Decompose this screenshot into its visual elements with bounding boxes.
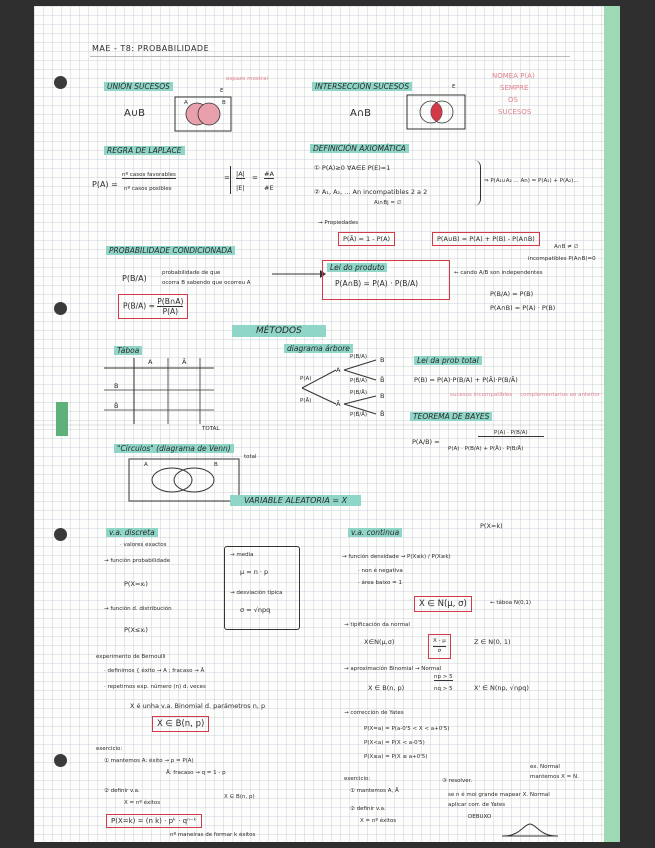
union-note: espazo mostral xyxy=(226,76,269,82)
bernoulli-def-1: · definimos { éxito → A ; fracaso → Ā xyxy=(104,668,205,674)
table-row-b: B xyxy=(114,382,119,390)
union-set-e: E xyxy=(220,88,224,94)
tree-leaf-not-b1: B̄ xyxy=(380,376,385,384)
yates-2: P(X<a) = P(X < a-0'5) xyxy=(364,740,425,746)
laplace-heading: REGRA DE LAPLACE xyxy=(104,146,185,155)
axiom-2b: Ai∩Bj = ∅ xyxy=(374,200,402,206)
tree-leaf-not-b2: B̄ xyxy=(380,410,385,418)
standardization-fraction xyxy=(428,634,451,659)
tree-p-not-b-given-a: P(B̄/A) xyxy=(350,378,367,384)
table-total: TOTAL xyxy=(202,426,220,432)
independent-result-1: P(B/A) = P(B) xyxy=(490,290,534,298)
binder-hole-1 xyxy=(54,76,67,89)
conditional-p: P(B/A) xyxy=(122,274,147,283)
conditional-desc-2: ocorra B sabendo que ocorreu A xyxy=(162,280,251,286)
venn-method-label: "Círculos" (diagrama de Venn) xyxy=(114,444,234,453)
standardization-frac-num: X - μ xyxy=(433,637,446,647)
approximation-condition-1: np > 5 xyxy=(434,674,453,680)
continuous-density-2: · área baixo = 1 xyxy=(358,580,402,586)
tree-p-a: P(A) xyxy=(300,376,312,382)
conditional-formula-lhs: P(B/A) xyxy=(123,301,147,311)
discrete-mean-formula: μ = n · p xyxy=(240,568,269,576)
intersection-heading: INTERSECCIÓN SUCESOS xyxy=(312,82,412,91)
continuous-tag: P(X=k) xyxy=(480,522,503,530)
normal-example-1: ex. Normal xyxy=(530,764,560,770)
property-union: P(A∪B) = P(A) + P(B) - P(A∩B) xyxy=(432,232,540,246)
standardization-frac-den: σ xyxy=(437,648,442,654)
axiom-2: ② A₁, A₂, ... An incompatibles 2 a 2 xyxy=(314,188,428,196)
conditional-desc-1: probabilidade de que xyxy=(162,270,221,276)
total-prob-formula: P(B) = P(A)·P(B/A) + P(Ā)·P(B/Ā) xyxy=(414,376,518,384)
discrete-sd-label: → desviación típica xyxy=(230,590,283,596)
tree-p-not-a: P(Ā) xyxy=(300,398,312,404)
table-col-a: A xyxy=(148,358,153,366)
page-title: MAE - T8: PROBABILIDADE xyxy=(92,44,210,53)
continuous-density: → función densidade → P(X≤k) / P(X≥k) xyxy=(342,554,451,560)
laplace-den: nº casos posibles xyxy=(124,186,172,192)
binder-hole-2 xyxy=(54,302,67,315)
bayes-label: TEOREMA DE BAYES xyxy=(410,412,492,421)
discrete-values: · valores exactos xyxy=(120,542,167,548)
conditional-box-den: P(A) xyxy=(162,307,179,316)
discrete-exercise-2: ② definir v.a. xyxy=(104,788,140,794)
normal-example-2: mantemos X = N. xyxy=(530,774,579,780)
approximation-result: X' ∈ N(np, √npq) xyxy=(474,684,529,692)
union-formula: A∪B xyxy=(124,108,146,119)
venn-method-b: B xyxy=(214,462,218,468)
independent-when: ← cando A/B son independentes xyxy=(454,270,543,276)
binder-hole-3 xyxy=(54,528,67,541)
pink-note-4: SUCESOS xyxy=(498,108,532,116)
discrete-prob-fn-formula: P(X=xᵢ) xyxy=(124,580,148,588)
discrete-exercise-2c: X ∈ B(n, p) xyxy=(224,794,255,800)
continuous-exercise-3d: DEBUXO xyxy=(468,814,492,820)
notebook-page: MAE - T8: PROBABILIDADE UNIÓN SUCESOS A∪B espazo mostral A B E INTERSECCIÓN SUCESOS A∩B E NOMEA P(A) SEMPRE OS SUCESOS REGRA DE LAPLACE P(A) = nº casos favorables nº casos posibles = |A| |E| = #A #E DEFINICIÓN AXIOMÁTICA ① P(A)≥0 ∀A∈E P(E)=1 ② A₁, A₂, ... An incompatibles 2 a 2 Ai∩Bj = ∅ ⇒ P(A₁∪A₂ ... An) = P(A₁) + P(A₂)... → Propiedades P(Ā) = 1 - P(A) P(A∪B) = P(A) + P(B) - P(A∩B) PROBABILIDADE CONDICIONADA P(B/A) probabilidade de que ocorra B sabendo que ocorreu A P(B/A) = $\frac{P(B\cap A)}{P(A)}$ Lei do produto P(A∩B) = P(A) · P(B/A) ← cando A/B son independentes A∩B ≠ ∅ incompatibles P(A∩B)=0 P(B/A) = P(B) P(A∩B) = P(A) · P(B) MÉTODOS Táboa A Ā B B̄ TOTAL diagrama árbore P(A) P(Ā) A Ā P(B/A) P(B̄/A) P(B/Ā) P(B̄/Ā) B B̄ B B̄ Lei da prob total P(B) = P(A)·P(B/A) + P(Ā)·P(B/Ā) sucesos incompatibles complementarios ao anterior TEOREMA DE BAYES P(A/B) = P(A) · P(B/A) P(A) · P(B/A) + P(Ā) · P(B/Ā) "Círculos" (diagrama de Venn) A B total VARIABLE ALEATORIA = X v.a. discreta · valores exactos → función probabilidade P(X=xᵢ) → función d. distribución P(X≤xᵢ) → media μ = n · p → desviación típica σ = √npq experimento de Bernoulli · definimos { éxito → A ; fracaso → Ā · repetimos exp. número (n) d. veces X é unha v.a. Binomial d. parámetros n, p X ∈ B(n, p) exercicio: ① mantemos A: éxito → p = P(A) Ā: fracaso → q = 1 - p ② definir v.a. X = nº éxitos X ∈ B(n, p) P(X=k) = (n k) · pᵏ · qⁿ⁻ᵏ nº maneiras de formar k éxitos v.a. continua P(X=k) → función densidade → P(X≤k) / P(X≥k) · non é negativa · área baixo = 1 X ∈ N(μ, σ) ← táboa N(0,1) → tipificación da normal X∈N(μ,σ) $\frac{X - \mu}{\sigma}$ Z ∈ N(0, 1) → aproximación Binomial → Normal X ∈ B(n, p) np > 5 nq > 5 X' ∈ N(np, √npq) → corrección de Yates P(X=a) = P(a-0'5 < X < a+0'5) P(X<a) = P(X < a-0'5) P(X≤a) = P(X ≤ a+0'5) exercicio: ① mantemos A, Ā ② definir v.a. X = nº éxitos ③ resolver. se n é moi grande mapear X. Normal aplicar corr. de Yates DEBUXO ex. Normal mantemos X = N. xyxy=(34,6,620,842)
continuous-exercise-3c: aplicar corr. de Yates xyxy=(448,802,506,808)
bernoulli-def-2: · repetimos exp. número (n) d. veces xyxy=(104,684,206,690)
yates-3: P(X≤a) = P(X ≤ a+0'5) xyxy=(364,754,428,760)
union-heading: UNIÓN SUCESOS xyxy=(104,82,173,91)
arrow-to-product-law xyxy=(270,268,326,280)
independent-note-1: A∩B ≠ ∅ xyxy=(554,244,579,250)
product-law-formula: P(A∩B) = P(A) · P(B/A) xyxy=(335,279,419,288)
laplace-mid-num: |A| xyxy=(236,170,245,178)
discrete-dist-fn: → función d. distribución xyxy=(104,606,172,612)
discrete-exercise-1b: Ā: fracaso → q = 1 - p xyxy=(166,770,226,776)
pink-note-1: NOMEA P(A) xyxy=(492,72,535,80)
random-var-heading: VARIABLE ALEATORIA = X xyxy=(230,495,361,506)
bayes-num: P(A) · P(B/A) xyxy=(478,430,544,437)
pink-note-3: OS xyxy=(508,96,518,104)
laplace-mid-den: |E| xyxy=(236,184,245,192)
continuous-exercise-3: ③ resolver. xyxy=(442,778,473,784)
binomial-formula-box: P(X=k) = (n k) · pᵏ · qⁿ⁻ᵏ xyxy=(106,814,202,828)
discrete-exercise-1: ① mantemos A: éxito → p = P(A) xyxy=(104,758,194,764)
discrete-prob-fn: → función probabilidade xyxy=(104,558,171,564)
page-tab-marker xyxy=(56,402,68,436)
intersection-venn-diagram xyxy=(406,94,466,130)
normal-curve-sketch xyxy=(500,822,560,840)
independent-note-2: incompatibles P(A∩B)=0 xyxy=(528,256,596,262)
tree-node-a: A xyxy=(336,366,341,374)
normal-box: X ∈ N(μ, σ) xyxy=(414,596,472,612)
moments-box xyxy=(224,546,300,630)
approximation-formula: X ∈ B(n, p) xyxy=(368,684,405,692)
tree-p-not-b-given-not-a: P(B̄/Ā) xyxy=(350,412,367,418)
intersection-formula: A∩B xyxy=(350,108,372,119)
tree-leaf-b2: B xyxy=(380,392,385,400)
methods-heading: MÉTODOS xyxy=(232,325,326,337)
tree-p-b-given-a: P(B/A) xyxy=(350,354,367,360)
approximation-condition-2: nq > 5 xyxy=(434,686,453,692)
conditional-box-num: P(B∩A) xyxy=(157,297,184,306)
total-prob-note-2: complementarios ao anterior xyxy=(520,392,600,398)
venn-method-total: total xyxy=(244,454,257,460)
discrete-mean-label: → media xyxy=(230,552,254,558)
continuous-density-1: · non é negativa xyxy=(358,568,403,574)
discrete-exercise-label: exercicio: xyxy=(96,746,123,752)
standardization-formula: X∈N(μ,σ) xyxy=(364,638,395,646)
continuous-exercise-2b: X = nº éxitos xyxy=(360,818,397,824)
discrete-heading: v.a. discreta xyxy=(106,528,158,537)
binomial-text: X é unha v.a. Binomial d. parámetros n, p xyxy=(130,702,266,710)
normal-table-note: ← táboa N(0,1) xyxy=(490,600,532,606)
axiom-1: ① P(A)≥0 ∀A∈E P(E)=1 xyxy=(314,164,391,172)
discrete-sd-formula: σ = √npq xyxy=(240,606,271,614)
laplace-right-den: #E xyxy=(264,184,274,192)
total-prob-note-1: sucesos incompatibles xyxy=(450,392,513,398)
binomial-box: X ∈ B(n, p) xyxy=(152,716,209,732)
standardization-result: Z ∈ N(0, 1) xyxy=(474,638,511,646)
product-law-label: Lei do produto xyxy=(327,263,387,272)
continuous-exercise-1: ① mantemos A, Ā xyxy=(350,788,399,794)
bernoulli-heading: experimento de Bernoulli xyxy=(96,654,166,660)
pink-note-2: SEMPRE xyxy=(500,84,529,92)
axiomatic-heading: DEFINICIÓN AXIOMÁTICA xyxy=(310,144,409,153)
probability-tree-diagram xyxy=(296,356,386,420)
standardization-label: → tipificación da normal xyxy=(344,622,410,628)
conditional-heading: PROBABILIDADE CONDICIONADA xyxy=(106,246,235,255)
conditional-formula-box: P(B/A) = $\frac{P(B\cap A)}{P(A)}$ xyxy=(118,294,188,319)
laplace-right-num: #A xyxy=(264,170,274,178)
independent-result-2: P(A∩B) = P(A) · P(B) xyxy=(490,304,556,312)
continuous-heading: v.a. continua xyxy=(348,528,402,537)
bayes-lhs: P(A/B) = xyxy=(412,438,440,446)
property-complement: P(Ā) = 1 - P(A) xyxy=(338,232,395,246)
continuous-exercise-label: exercicio: xyxy=(344,776,371,782)
properties-label: → Propiedades xyxy=(318,220,359,226)
tree-leaf-b1: B xyxy=(380,356,385,364)
page-fold xyxy=(34,424,604,426)
laplace-lhs: P(A) = xyxy=(92,180,118,189)
table-method-label: Táboa xyxy=(114,346,142,355)
union-set-b: B xyxy=(222,100,226,106)
continuous-exercise-2: ② definir v.a. xyxy=(350,806,386,812)
intersection-set-e: E xyxy=(452,84,456,90)
probability-table-grid xyxy=(104,358,214,424)
tree-method-label: diagrama árbore xyxy=(284,344,353,353)
total-prob-label: Lei da prob total xyxy=(414,356,482,365)
product-law-box xyxy=(322,260,450,300)
continuous-exercise-3b: se n é moi grande mapear X. Normal xyxy=(448,792,550,798)
table-row-not-b: B̄ xyxy=(114,402,119,410)
approximation-label: → aproximación Binomial → Normal xyxy=(344,666,442,672)
discrete-exercise-2b: X = nº éxitos xyxy=(124,800,161,806)
binder-hole-4 xyxy=(54,754,67,767)
bayes-den: P(A) · P(B/A) + P(Ā) · P(B/Ā) xyxy=(448,446,524,452)
union-set-a: A xyxy=(184,100,188,106)
venn-method-a: A xyxy=(144,462,148,468)
tree-p-b-given-not-a: P(B/Ā) xyxy=(350,390,367,396)
discrete-dist-fn-formula: P(X≤xᵢ) xyxy=(124,626,148,634)
table-col-not-a: Ā xyxy=(182,358,187,366)
page-edge-strip xyxy=(604,6,620,842)
tree-node-not-a: Ā xyxy=(336,400,341,408)
axiom-result: ⇒ P(A₁∪A₂ ... An) = P(A₁) + P(A₂)... xyxy=(484,178,579,184)
laplace-num: nº casos favorables xyxy=(122,172,176,178)
binomial-formula-note: nº maneiras de formar k éxitos xyxy=(170,832,256,838)
yates-label: → corrección de Yates xyxy=(344,710,404,716)
yates-1: P(X=a) = P(a-0'5 < X < a+0'5) xyxy=(364,726,450,732)
